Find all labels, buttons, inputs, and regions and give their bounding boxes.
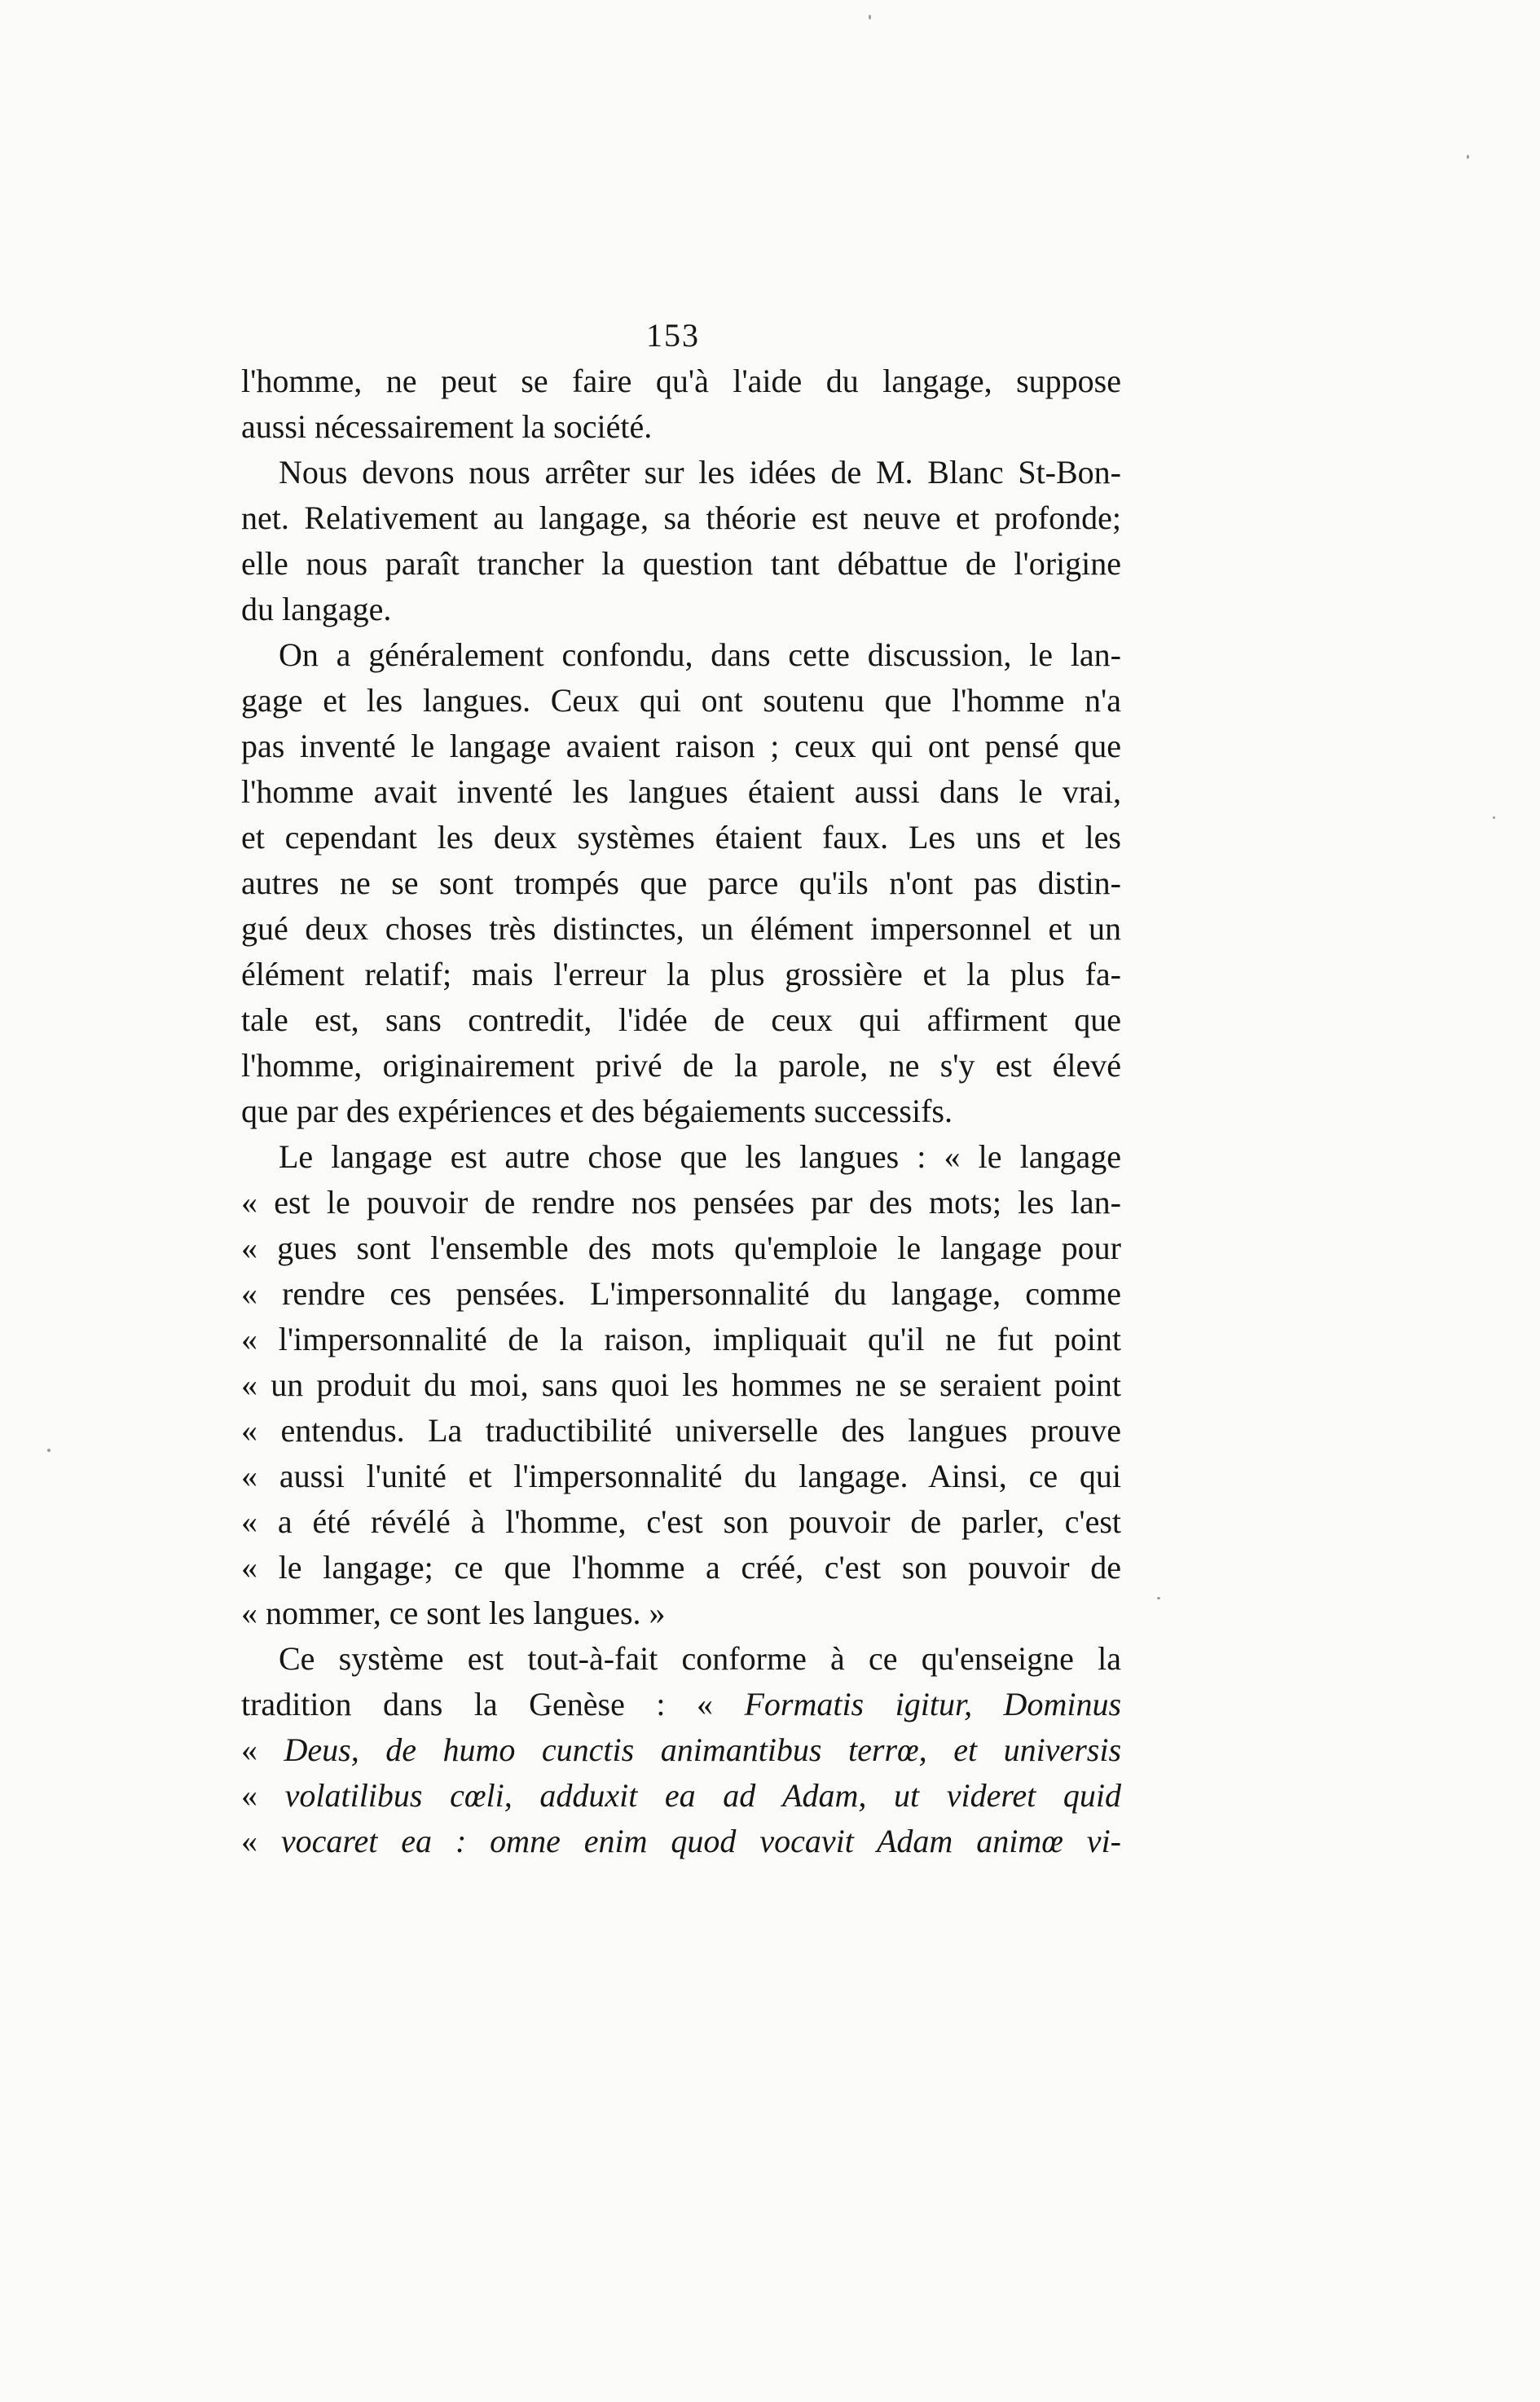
- text-line: « le langage; ce que l'homme a créé, c'est son pouvoir de: [241, 1549, 1121, 1586]
- text-line: que par des expériences et des bégaiements successifs.: [241, 1093, 953, 1129]
- latin-quotation: volatilibus cœli, adduxit ea ad Adam, ut videret quid: [284, 1777, 1121, 1814]
- text-line-roman: «: [241, 1731, 284, 1768]
- paper-speck: [1493, 816, 1495, 819]
- text-line: elle nous paraît trancher la question tant débattue de l'origine: [241, 545, 1121, 582]
- text-line: « gues sont l'ensemble des mots qu'emploie le langage pour: [241, 1230, 1121, 1266]
- text-line: « un produit du moi, sans quoi les hommes ne se seraient point: [241, 1366, 1121, 1403]
- text-line: autres ne se sont trompés que parce qu'ils n'ont pas distin-: [241, 864, 1121, 901]
- text-line: l'homme avait inventé les langues étaient aussi dans le vrai,: [241, 773, 1121, 810]
- text-line: On a généralement confondu, dans cette discussion, le lan-: [279, 636, 1121, 673]
- page-number: 153: [646, 317, 700, 354]
- text-line: net. Relativement au langage, sa théorie est neuve et profonde;: [241, 499, 1121, 536]
- text-line: et cependant les deux systèmes étaient faux. Les uns et les: [241, 819, 1121, 856]
- paper-speck: [47, 1449, 51, 1452]
- text-line: « rendre ces pensées. L'impersonnalité du langage, comme: [241, 1275, 1121, 1312]
- text-line: l'homme, originairement privé de la parole, ne s'y est élevé: [241, 1047, 1121, 1084]
- text-line: élément relatif; mais l'erreur la plus grossière et la plus fa-: [241, 956, 1121, 992]
- paper-speck: [869, 15, 871, 20]
- text-line: [241, 1819, 1121, 1864]
- text-line: Le langage est autre chose que les langues : « le langage: [279, 1138, 1121, 1175]
- text-line: l'homme, ne peut se faire qu'à l'aide du langage, suppose: [241, 363, 1121, 399]
- text-line-roman: «: [241, 1777, 285, 1814]
- text-line: aussi nécessairement la société.: [241, 408, 653, 445]
- latin-quotation: vocaret ea : omne enim quod vocavit Adam animœ vi-: [280, 1823, 1121, 1859]
- text-line: « est le pouvoir de rendre nos pensées par des mots; les lan-: [241, 1184, 1121, 1221]
- text-line: du langage.: [241, 591, 392, 627]
- text-line: « l'impersonnalité de la raison, impliquait qu'il ne fut point: [241, 1321, 1121, 1357]
- text-line: [241, 1682, 1121, 1727]
- body-text: [241, 359, 1121, 1864]
- text-line: « nommer, ce sont les langues. »: [241, 1595, 666, 1631]
- text-line: « a été révélé à l'homme, c'est son pouvoir de parler, c'est: [241, 1503, 1121, 1540]
- text-line-roman: tradition dans la Genèse : «: [241, 1686, 745, 1722]
- text-line: gué deux choses très distinctes, un élément impersonnel et un: [241, 910, 1121, 947]
- text-line: gage et les langues. Ceux qui ont soutenu que l'homme n'a: [241, 682, 1121, 719]
- latin-quotation: Deus, de humo cunctis animantibus terrœ, et universis: [284, 1731, 1122, 1768]
- latin-quotation: Formatis igitur, Dominus: [744, 1686, 1122, 1722]
- text-line: tale est, sans contredit, l'idée de ceux qui affirment que: [241, 1001, 1121, 1038]
- paper-speck: [1157, 1597, 1160, 1599]
- text-line: Ce système est tout-à-fait conforme à ce qu'enseigne la: [279, 1640, 1121, 1677]
- text-line: « entendus. La traductibilité universelle des langues prouve: [241, 1412, 1121, 1449]
- text-line: [241, 1773, 1121, 1819]
- text-line: pas inventé le langage avaient raison ; ceux qui ont pensé que: [241, 728, 1121, 764]
- text-line: [241, 1727, 1121, 1773]
- text-line-roman: «: [241, 1823, 281, 1859]
- text-line: « aussi l'unité et l'impersonnalité du langage. Ainsi, ce qui: [241, 1458, 1121, 1494]
- text-line: Nous devons nous arrêter sur les idées de M. Blanc St-Bon-: [279, 454, 1121, 491]
- paper-speck: [1467, 155, 1469, 159]
